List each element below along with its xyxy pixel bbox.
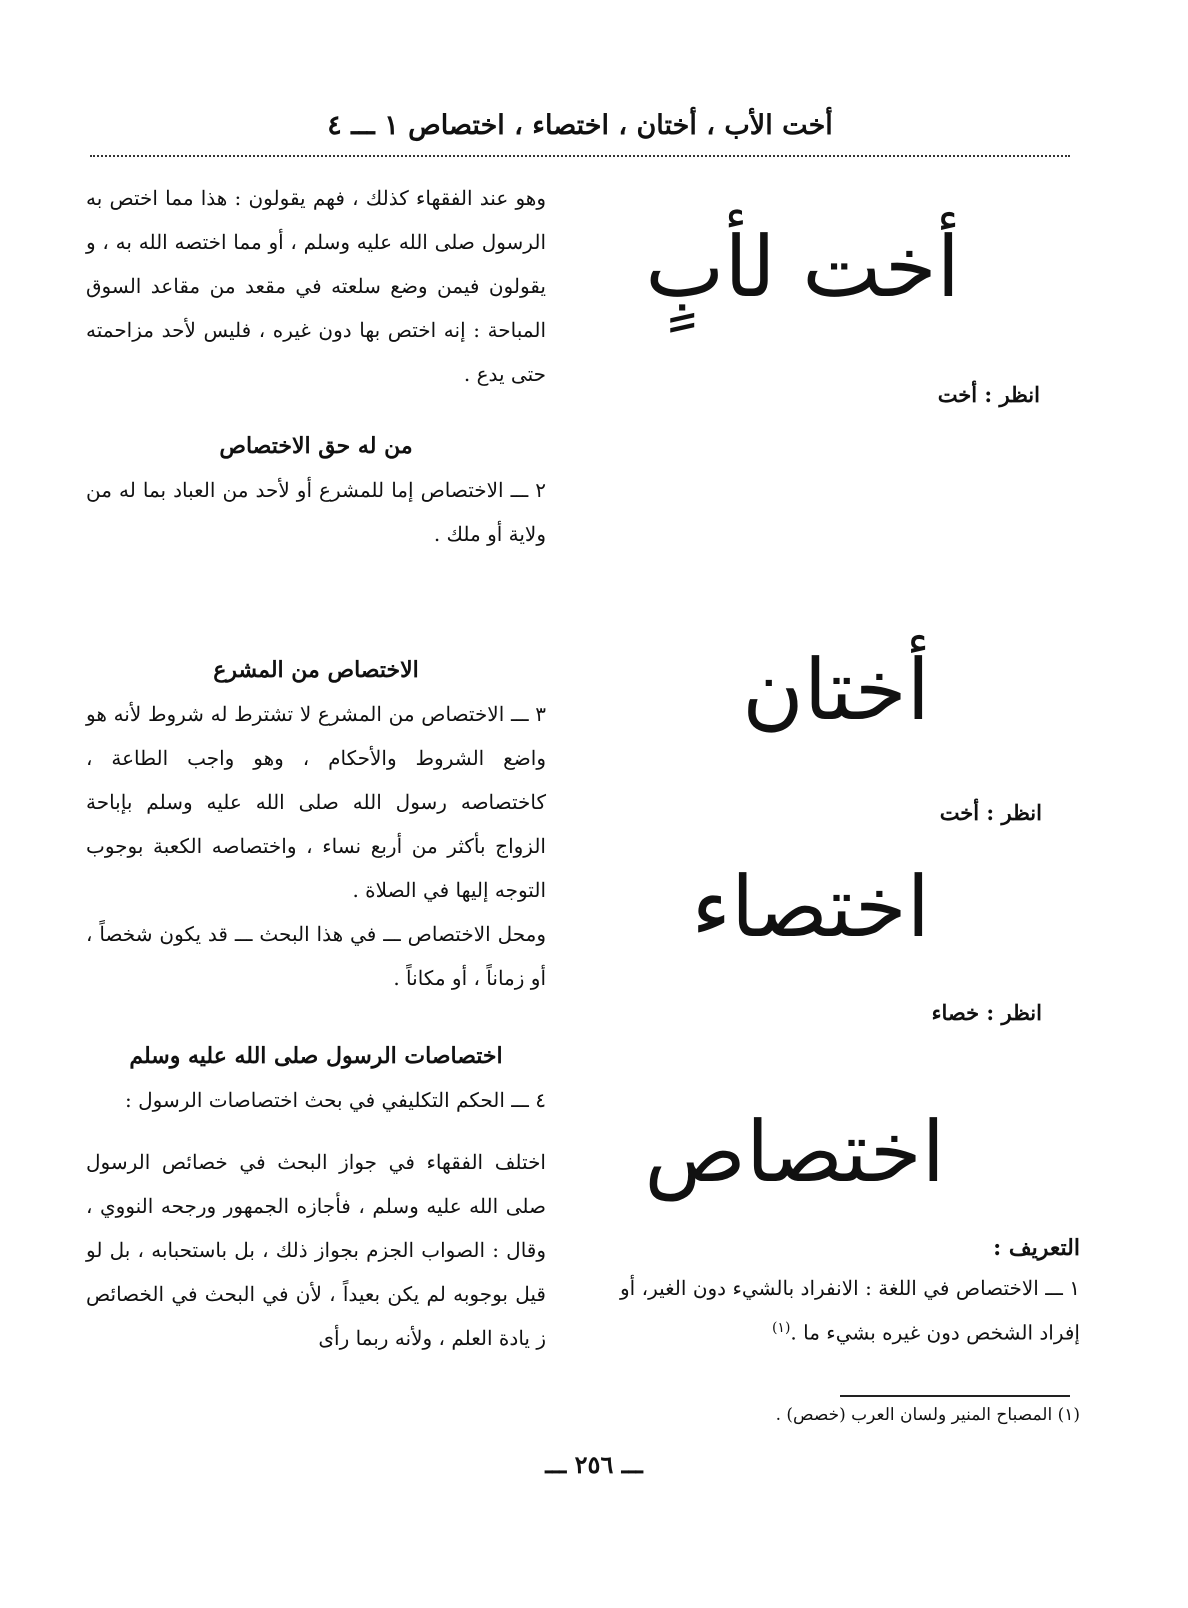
paragraph-3b: ومحل الاختصاص ـــ في هذا البحث ـــ قد يكون شخصاً ، أو زماناً ، أو مكاناً . — [86, 922, 546, 990]
paragraph-2: ٢ ـــ الاختصاص إما للمشرع أو لأحد من العباد بما له من ولاية أو ملك . — [86, 478, 546, 546]
entry-title-ikhtisas: اختصاص — [644, 1103, 945, 1201]
definition-label: التعريف : — [993, 1235, 1080, 1261]
see-reference-2: انظر : أخت — [939, 800, 1042, 825]
page-number: ـــ ٢٥٦ ـــ — [545, 1450, 643, 1479]
paragraph-intro: وهو عند الفقهاء كذلك ، فهم يقولون : هذا مما اختص به الرسول صلى الله عليه وسلم ، أو مما اختصه الله به ، و يقولون فيمن وضع سلعته في مقعد من مقاعد السوق المباحة : إنه اختص بها دون غيره ، فليس لأحد مزاحمته حتى يدع . — [86, 186, 546, 386]
see-reference-3: انظر : خصاء — [931, 1000, 1042, 1025]
entry-title-ukht-li-ab: أخت لأبٍ — [645, 218, 960, 316]
entry-title-ukhtan: أختان — [742, 641, 930, 739]
section-heading-right-holder: من له حق الاختصاص — [219, 433, 413, 459]
left-column — [86, 176, 546, 1360]
definition-paragraph — [620, 1268, 1080, 1353]
paragraph-4b: اختلف الفقهاء في جواز البحث في خصائص الرسول صلى الله عليه وسلم ، فأجازه الجمهور ورجحه النووي ، وقال : الصواب الجزم بجواز ذلك ، بل باستحبابه ، بل لو قيل بوجوبه لم يكن بعيداً ، لأن في البحث في الخصائص ز يادة العلم ، ولأنه ربما رأى — [86, 1150, 546, 1350]
footnote-ref: (١) — [771, 1320, 791, 1336]
definition-text: ١ ـــ الاختصاص في اللغة : الانفراد بالشيء دون الغير، أو إفراد الشخص دون غيره بشيء ما . — [620, 1276, 1080, 1345]
section-heading-prophet: اختصاصات الرسول صلى الله عليه وسلم — [129, 1043, 503, 1069]
see-reference-1: انظر : أخت — [937, 382, 1040, 407]
paragraph-3: ٣ ـــ الاختصاص من المشرع لا تشترط له شروط لأنه هو واضع الشروط والأحكام ، وهو واجب الطاعة ، كاختصاصه رسول الله صلى الله عليه وسلم بإباحة الزواج بأكثر من أربع نساء ، واختصاصه الكعبة بوجوب التوجه إليها في الصلاة . — [86, 702, 546, 902]
running-header: أخت الأب ، أختان ، اختصاء ، اختصاص ١ ـــ ٤ — [327, 110, 833, 141]
section-heading-legislator: الاختصاص من المشرع — [213, 657, 419, 683]
paragraph-4: ٤ ـــ الحكم التكليفي في بحث اختصاصات الرسول : — [125, 1088, 546, 1112]
entry-title-ikhtisa: اختصاء — [691, 858, 930, 956]
header-divider — [90, 155, 1070, 157]
footnote-divider — [840, 1395, 1070, 1397]
footnote: (١) المصباح المنير ولسان العرب (خصص) . — [775, 1405, 1080, 1425]
definition-block — [620, 1228, 1080, 1353]
